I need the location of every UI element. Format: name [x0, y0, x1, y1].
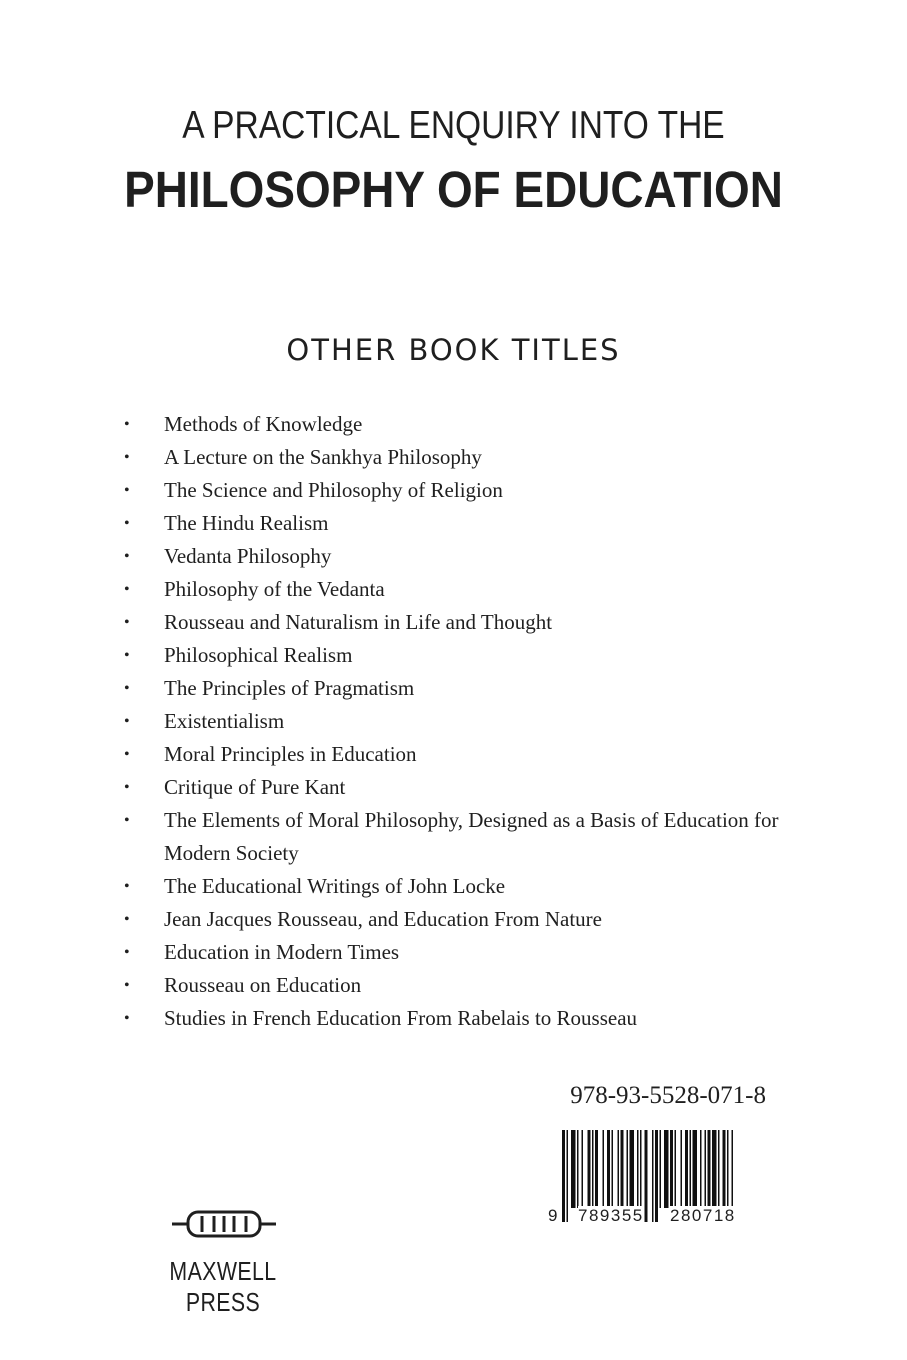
list-item: • Philosophy of the Vedanta — [120, 573, 800, 606]
list-item: • The Elements of Moral Philosophy, Designed as a Basis of Education for Modern Society — [120, 804, 800, 870]
list-item: • Methods of Knowledge — [120, 408, 800, 441]
list-item: • The Educational Writings of John Locke — [120, 870, 800, 903]
barcode-first-digit: 9 — [548, 1206, 558, 1225]
other-titles-heading: OTHER BOOK TITLES — [286, 333, 621, 367]
list-item: • Philosophical Realism — [120, 639, 800, 672]
list-item: • Moral Principles in Education — [120, 738, 800, 771]
barcode — [548, 1130, 760, 1230]
list-item: • Vedanta Philosophy — [120, 540, 800, 573]
list-item: • Studies in French Education From Rabelais to Rousseau — [120, 1002, 800, 1035]
other-titles-list — [120, 408, 800, 1035]
barcode-left-digits: 789355 — [578, 1206, 644, 1225]
list-item: • Jean Jacques Rousseau, and Education From Nature — [120, 903, 800, 936]
isbn-number: 978-93-5528-071-8 — [570, 1082, 766, 1109]
list-item: • The Principles of Pragmatism — [120, 672, 800, 705]
barcode-right-digits: 280718 — [670, 1206, 736, 1225]
list-item: • The Science and Philosophy of Religion — [120, 474, 800, 507]
list-item: • Rousseau and Naturalism in Life and Thought — [120, 606, 800, 639]
list-item: • Critique of Pure Kant — [120, 771, 800, 804]
maxwell-press-logo-icon — [172, 1206, 276, 1242]
list-item: • Education in Modern Times — [120, 936, 800, 969]
list-item: • Rousseau on Education — [120, 969, 800, 1002]
list-item: • The Hindu Realism — [120, 507, 800, 540]
list-item: • A Lecture on the Sankhya Philosophy — [120, 441, 800, 474]
list-item: • Existentialism — [120, 705, 800, 738]
cover-subtitle: A PRACTICAL ENQUIRY INTO THE — [182, 104, 725, 147]
cover-title: PHILOSOPHY OF EDUCATION — [124, 161, 783, 218]
publisher-name: MAXWELL PRESS — [169, 1256, 277, 1317]
